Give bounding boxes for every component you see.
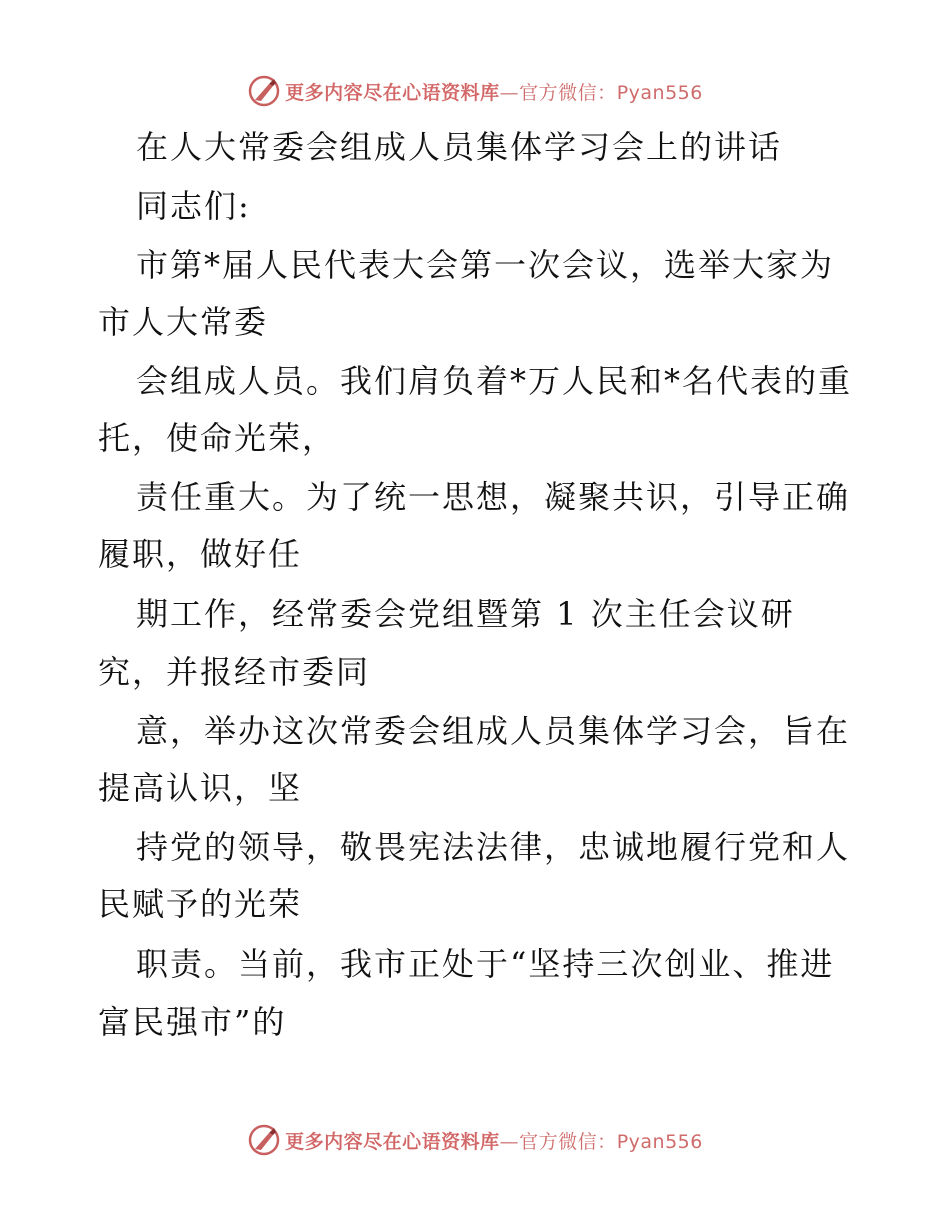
body-line: 期工作，经常委会党组暨第 1 次主任会议研 xyxy=(136,595,795,633)
footer-banner xyxy=(0,1120,950,1160)
footer-site-text: 更多内容尽在心语资料库 xyxy=(285,1130,500,1153)
body-line: 会组成人员。我们肩负着*万人民和*名代表的重 xyxy=(136,362,853,400)
footer-wechat-id: Pyan556 xyxy=(616,1130,703,1153)
body-line: 富民强市”的 xyxy=(98,1003,287,1041)
header-banner xyxy=(0,71,950,111)
header-banner-text xyxy=(285,78,703,105)
body-line: 职责。当前，我市正处于“坚持三次创业、推进 xyxy=(136,945,835,983)
body-line: 市人大常委 xyxy=(98,303,269,341)
header-wechat-id: Pyan556 xyxy=(616,81,703,104)
footer-separator: — xyxy=(499,1130,520,1153)
body-line: 市第*届人民代表大会第一次会议，选举大家为 xyxy=(136,246,835,284)
body-line: 意，举办这次常委会组成人员集体学习会，旨在 xyxy=(136,712,851,750)
salutation: 同志们: xyxy=(136,187,251,225)
document-title: 在人大常委会组成人员集体学习会上的讲话 xyxy=(136,128,783,166)
body-line: 持党的领导，敬畏宪法法律，忠诚地履行党和人 xyxy=(136,828,851,866)
body-line: 托，使命光荣， xyxy=(98,419,337,457)
header-wechat-label: 官方微信： xyxy=(519,81,617,104)
pen-logo-icon xyxy=(247,74,281,108)
body-line: 民赋予的光荣 xyxy=(98,885,303,923)
footer-banner-text xyxy=(285,1127,703,1154)
header-separator: — xyxy=(499,81,520,104)
body-line: 责任重大。为了统一思想，凝聚共识，引导正确 xyxy=(136,478,851,516)
header-site-text: 更多内容尽在心语资料库 xyxy=(285,81,500,104)
pen-logo-icon xyxy=(247,1123,281,1157)
body-line: 究，并报经市委同 xyxy=(98,653,371,691)
body-line: 履职，做好任 xyxy=(98,535,303,573)
body-line: 提高认识，坚 xyxy=(98,769,303,807)
footer-wechat-label: 官方微信： xyxy=(519,1130,617,1153)
